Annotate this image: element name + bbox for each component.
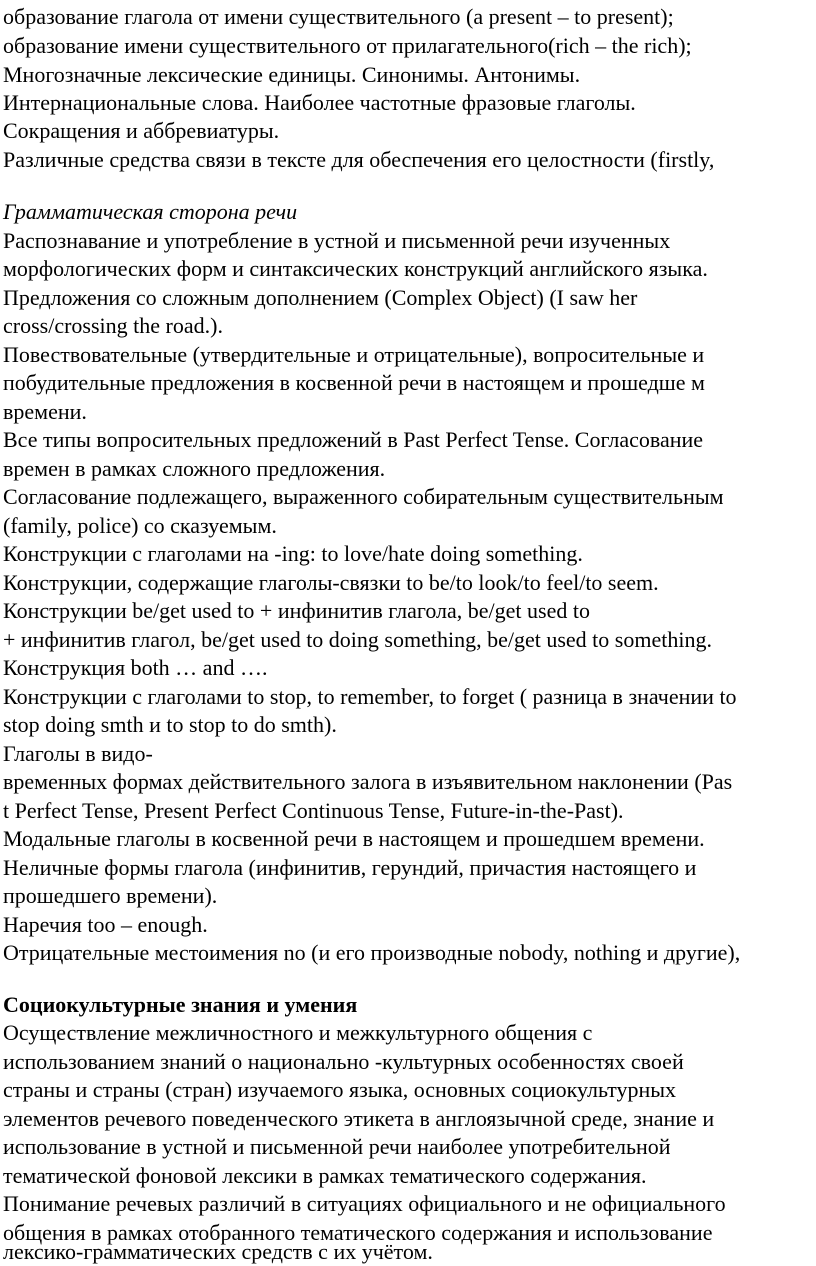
grammar-line: времен в рамках сложного предложения.	[3, 456, 386, 481]
grammar-line: (family, police) со сказуемым.	[3, 513, 277, 538]
socio-line: Осуществление межличностного и межкультурного общения с	[3, 1020, 593, 1045]
vocabulary-line: образование глагола от имени существительного (a present – to present);	[3, 4, 674, 29]
grammar-line: Модальные глаголы в косвенной речи в настоящем и прошедшем времени.	[3, 826, 705, 851]
grammar-line: Глаголы в видо-	[3, 741, 153, 766]
grammar-line: временных формах действительного залога в изъявительном наклонении (Pas	[3, 769, 733, 794]
grammar-line: Наречия too – enough.	[3, 912, 208, 937]
grammar-line: морфологических форм и синтаксических конструкций английского языка.	[3, 256, 708, 281]
grammar-line: Все типы вопросительных предложений в Past Perfect Tense. Согласование	[3, 427, 704, 452]
grammar-line: t Perfect Tense, Present Perfect Continuous Tense, Future-in-the-Past).	[3, 798, 624, 823]
socio-line: страны и страны (стран) изучаемого языка, основных социокультурных	[3, 1077, 677, 1102]
grammar-line: Конструкции с глаголами to stop, to remember, to forget ( разница в значении to	[3, 684, 737, 709]
vocabulary-line: образование имени существительного от прилагательного(rich – the rich);	[3, 33, 692, 58]
grammar-line: побудительные предложения в косвенной речи в настоящем и прошедше м	[3, 370, 705, 395]
grammar-line: Распознавание и употребление в устной и письменной речи изученных	[3, 228, 671, 253]
socio-line: тематической фоновой лексики в рамках тематического содержания.	[3, 1163, 647, 1188]
grammar-line: Отрицательные местоимения no (и его производные nobody, nothing и другие),	[3, 940, 741, 965]
grammar-line: Предложения со сложным дополнением (Complex Object) (I saw her	[3, 285, 638, 310]
grammar-line: Конструкции be/get used to + инфинитив глагола, be/get used to	[3, 598, 590, 623]
vocabulary-line: Сокращения и аббревиатуры.	[3, 118, 280, 143]
socio-line: Понимание речевых различий в ситуациях официального и не официального	[3, 1191, 726, 1216]
socio-line: элементов речевого поведенческого этикета в англоязычной среде, знание и	[3, 1106, 715, 1131]
vocabulary-line: Интернациональные слова. Наиболее частотные фразовые глаголы.	[3, 90, 636, 115]
grammar-line: Неличные формы глагола (инфинитив, герундий, причастия настоящего и	[3, 855, 697, 880]
socio-line: использованием знаний о национально -культурных особенностях своей	[3, 1049, 684, 1074]
grammar-line: Повествовательные (утвердительные и отрицательные), вопросительные и	[3, 342, 705, 367]
socio-line: использование в устной и письменной речи наиболее употребительной	[3, 1134, 671, 1159]
grammar-line: stop doing smth и to stop to do smth).	[3, 712, 337, 737]
grammar-line: времени.	[3, 399, 87, 424]
grammar-heading: Грамматическая сторона речи	[3, 199, 298, 224]
grammar-line: Согласование подлежащего, выраженного собирательным существительным	[3, 484, 724, 509]
vocabulary-line: Многозначные лексические единицы. Синонимы. Антонимы.	[3, 62, 581, 87]
grammar-line: Конструкция both … and ….	[3, 655, 268, 680]
grammar-line: + инфинитив глагол, be/get used to doing something, be/get used to something.	[3, 627, 712, 652]
socio-line: общения в рамках отобранного тематического содержания и использование	[3, 1220, 713, 1245]
grammar-line: прошедшего времени).	[3, 883, 218, 908]
grammar-line: Конструкции с глаголами на -ing: to love/hate doing something.	[3, 541, 583, 566]
socio-line: лексико-грамматических средств с их учётом.	[3, 1239, 433, 1264]
socio-heading: Социокультурные знания и умения	[3, 992, 358, 1017]
vocabulary-line: Различные средства связи в тексте для обеспечения его целостности (firstly,	[3, 147, 715, 172]
grammar-line: cross/crossing the road.).	[3, 313, 223, 338]
grammar-line: Конструкции, содержащие глаголы-связки to be/to look/to feel/to seem.	[3, 570, 659, 595]
